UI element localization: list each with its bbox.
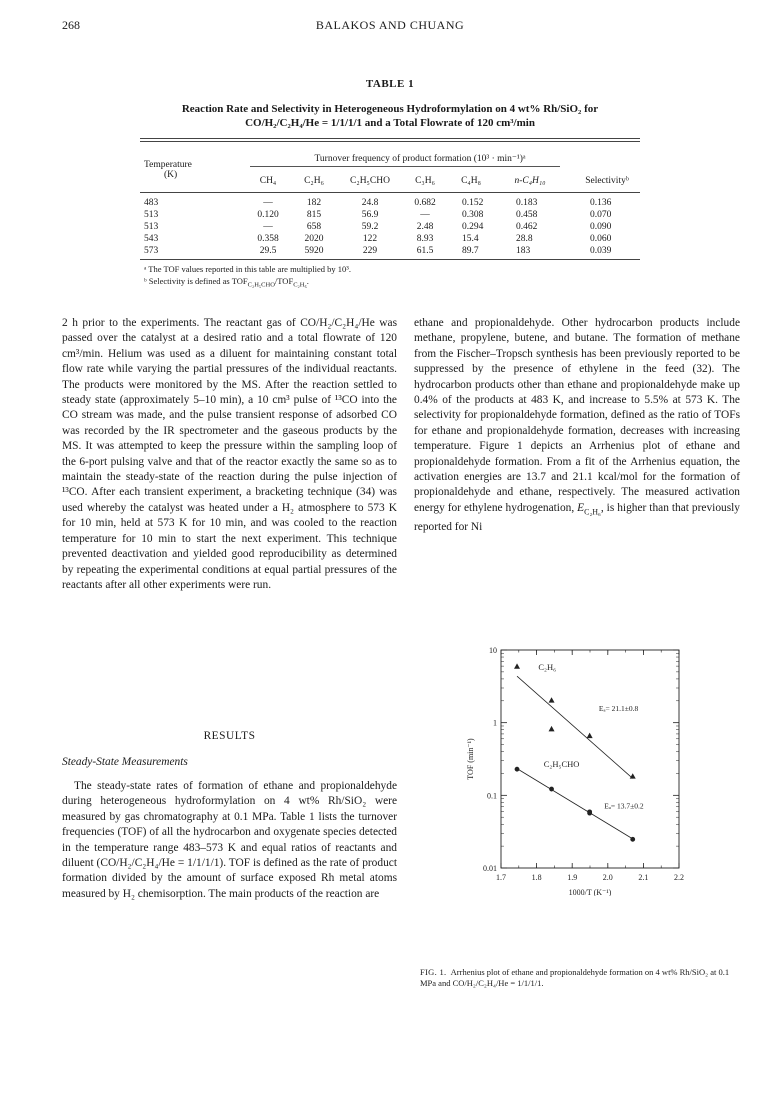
col-header-selectivity: Selectivityᵇ — [585, 176, 629, 186]
table-cell: 24.8 — [361, 198, 379, 208]
table-cell: 0.136 — [590, 198, 612, 208]
y-tick-label: 0.01 — [483, 864, 497, 873]
table-cell: 0.070 — [590, 210, 612, 220]
figure-caption — [420, 967, 740, 989]
table-cell: 29.5 — [259, 246, 277, 256]
table-cell: — — [263, 198, 273, 208]
y-tick-label: 10 — [489, 646, 497, 655]
table-cell: 28.8 — [516, 234, 533, 244]
right-paragraph-1-text: ethane and propionaldehyde. Other hydrocarbon products include methane, propylene, butene, and butane. The formation of methane from the Fischer–Tropsch synthesis has been previously reported to be suppressed by the presence of ethylene in the feed (32). The hydrocarbon products other than ethane and propionaldehyde make up 0.4% of the products at 483 K, and increase to 5.5% at 573 K. The selectivity for propionaldehyde formation, defined as the ratio of TOFs for ethane and propionaldehyde formation, decreases with increasing temperature. Figure 1 depicts an Arrhenius plot of ethane and propionaldehyde formation. From a fit of the Arrhenius equation, the activation energies are 13.7 and 21.1 kcal/mol for the formation of propionaldehyde and ethane, respectively. The measured activation energy for ethylene hydrogenation, — [414, 317, 740, 514]
table-subheader-rule — [250, 166, 560, 167]
table-cell: 0.682 — [414, 198, 436, 208]
table-cell: 0.120 — [257, 210, 279, 220]
col-header-c2h6: C₂H₆ — [304, 176, 324, 186]
col-header-c2h5cho: C₂H₅CHO — [350, 176, 390, 186]
arrhenius-chart — [460, 636, 730, 896]
table-cell: 15.4 — [462, 234, 479, 244]
table-cell: 183 — [516, 246, 531, 256]
table-col-c2h6 — [294, 197, 334, 257]
table-cell: 0.183 — [516, 198, 538, 208]
ec-subscript: C₂H₆ — [584, 507, 601, 517]
right-column — [414, 316, 740, 535]
footnote-b-mid: /TOF — [274, 276, 294, 286]
temperature-header-line1: Temperature — [144, 160, 192, 170]
figure-caption-text: Arrhenius plot of ethane and propionaldehyde formation on 4 wt% Rh/SiO₂ at 0.1 MPa and CO/H₂/C₂H₄/He = 1/1/1/1. — [420, 967, 730, 988]
table-cell: 0.358 — [257, 234, 279, 244]
table-caption — [160, 102, 620, 130]
ec-symbol: E — [577, 501, 585, 514]
data-point-circle — [630, 837, 635, 842]
data-point-triangle — [514, 663, 520, 668]
table-cell: 658 — [306, 222, 322, 232]
x-axis-label: 1000/T (K⁻¹) — [568, 888, 612, 896]
x-tick-label: 2.1 — [638, 873, 649, 882]
table-cell: 2.48 — [416, 222, 434, 232]
data-point-circle — [515, 767, 520, 772]
table-cell: 0.039 — [590, 246, 612, 256]
results-heading: RESULTS — [203, 730, 256, 742]
series-label: C₂H₅CHO — [543, 759, 580, 770]
table-cell: 543 — [144, 234, 159, 244]
table-header-rule — [140, 192, 640, 193]
x-tick-label: 1.9 — [567, 873, 578, 882]
table-cell: 513 — [144, 210, 159, 220]
data-point-triangle — [587, 733, 593, 738]
data-point-circle — [549, 787, 554, 792]
col-header-nc4h10: n-C₄H₁₀ — [514, 176, 546, 186]
data-point-triangle — [630, 773, 636, 778]
left-column — [62, 316, 397, 593]
table-footnote-a: ᵃ The TOF values reported in this table are multiplied by 10³. — [144, 264, 351, 274]
data-point-triangle — [549, 726, 555, 731]
chart-frame — [501, 650, 679, 868]
table-col-c3h6 — [400, 197, 450, 257]
table-cell: 0.462 — [516, 222, 538, 232]
page-number: 268 — [62, 18, 80, 32]
table-footnote-b — [144, 276, 309, 289]
data-point-triangle — [549, 697, 555, 702]
y-axis-label: TOF (min⁻¹) — [466, 738, 475, 780]
temperature-header — [144, 160, 224, 180]
table-cell: 56.9 — [361, 210, 379, 220]
table-cell: 0.308 — [462, 210, 484, 220]
col-header-ch4: CH₄ — [259, 176, 277, 186]
table-top-rule — [140, 138, 640, 139]
y-tick-label: 0.1 — [487, 791, 497, 801]
footnote-b-sub2: C₂H₆ — [293, 281, 307, 289]
table-cell: 0.294 — [462, 222, 484, 232]
footnote-b-end: . — [306, 276, 309, 286]
footnote-b-text: ᵇ Selectivity is defined as TOF — [144, 276, 248, 286]
table-col-temperature — [144, 197, 184, 257]
left-paragraph-1: 2 h prior to the experiments. The reactant gas of CO/H₂/C₂H₄/He was passed over the catalyst at a desired ratio and a total flowrate of 120 cm³/min. Helium was used as a diluent for maintaining constant total flow rate while varying the partial pressures of the individual reactants. The products were monitored by the MS. After the reaction settled to steady state (approximately 5–10 min), a 10 cm³ pulse of ¹³CO into the CO stream was made, and the pulse transient response of adsorbed CO was recorded by the IR spectrometer and the gaseous products by the MS. It was attempted to keep the pressure within the sampling loop of the 6-port pulsing valve and that of the reactor exactly the same so as to maintain the steady-state of the reaction during the pulse injection of ¹³CO. After each transient experiment, a bracketing technique (34) was used whereby the catalyst was heated under a H₂ atmosphere to 573 K for 10 min, held at 573 K for 10 min, and was cooled to the reaction temperature for 10 min to start the next experiment. This technique prevented deactivation and yielded good reproducibility as determined by repeating the experimental conditions at equal partial pressures of the reactants after all other experiments were run. — [62, 317, 397, 591]
table-cell: — — [263, 222, 273, 232]
footnote-b-sub1: C₂H₅CHO — [247, 281, 275, 289]
temperature-header-line2: (K) — [164, 170, 178, 180]
table-cell: 5920 — [304, 246, 324, 256]
table-caption-line2: CO/H₂/C₂H₄/He = 1/1/1/1 and a Total Flowrate of 120 cm³/min — [245, 117, 535, 129]
table-cell: 89.7 — [462, 246, 479, 256]
left-column-results — [62, 779, 397, 902]
figure-caption-label: FIG. 1. — [420, 967, 447, 977]
table-cell: 0.060 — [590, 234, 612, 244]
table-cell: 8.93 — [416, 234, 434, 244]
y-tick-label: 1 — [493, 718, 497, 728]
col-header-c3h6: C₃H₆ — [415, 176, 435, 186]
table-cell: 483 — [144, 198, 159, 208]
table-cell: 513 — [144, 222, 159, 232]
tof-spanning-header: Turnover frequency of product formation (10³ · min⁻¹)ᵃ — [314, 154, 526, 164]
table-cell: 2020 — [304, 234, 324, 244]
table-label: TABLE 1 — [365, 78, 415, 90]
activation-energy-label: Eₐ= 21.1±0.8 — [598, 703, 639, 713]
table-cell: — — [420, 210, 430, 220]
table-cell: 0.090 — [590, 222, 612, 232]
table-cell: 229 — [362, 246, 378, 256]
running-head-authors: BALAKOS AND CHUANG — [315, 18, 465, 32]
right-paragraph-1-end: , is higher than that previously reported for Ni — [414, 501, 741, 533]
table-cell: 815 — [306, 210, 322, 220]
table-col-c2h5cho — [340, 197, 400, 257]
table-col-selectivity — [590, 197, 630, 257]
table-col-ch4 — [248, 197, 288, 257]
series-label: C₂H₆ — [538, 662, 557, 673]
table-col-c4h8 — [462, 197, 502, 257]
steady-state-subheading: Steady-State Measurements — [62, 756, 188, 768]
x-tick-label: 2.2 — [674, 873, 684, 882]
table-cell: 182 — [306, 198, 322, 208]
chart-plot-area — [466, 646, 684, 896]
table-caption-line1: Reaction Rate and Selectivity in Heterogeneous Hydroformylation on 4 wt% Rh/SiO₂ for — [181, 103, 599, 115]
table-cell: 61.5 — [416, 246, 434, 256]
activation-energy-label: Eₐ= 13.7±0.2 — [604, 801, 644, 811]
table-bottom-rule — [140, 259, 640, 260]
table-cell: 0.152 — [462, 198, 484, 208]
col-header-c4h8: C₄H₈ — [461, 176, 481, 186]
table-cell: 59.2 — [361, 222, 379, 232]
left-paragraph-2: The steady-state rates of formation of ethane and propionaldehyde during heterogeneous hydroformylation on 4 wt% Rh/SiO₂ were measured by gas chromatography at 0.1 MPa. Table 1 lists the turnover frequencies (TOF) of all the hydrocarbon and oxygenate species detected in the temperature range 483–573 K and equal ratios of reactants and diluent (CO/H₂/C₂H₄/He = 1/1/1/1). TOF is defined as the rate of product formation divided by the amount of surface exposed Rh metal atoms measured by H₂ chemisorption. The main products of the reaction are — [62, 780, 397, 900]
table-cell: 122 — [362, 234, 378, 244]
table-col-nc4h10 — [516, 197, 556, 257]
table-top-rule-2 — [140, 141, 640, 142]
x-tick-label: 1.7 — [496, 873, 506, 882]
right-paragraph-1 — [414, 316, 740, 535]
data-point-circle — [587, 811, 592, 816]
table-cell: 0.458 — [516, 210, 538, 220]
x-tick-label: 2.0 — [602, 873, 613, 882]
x-tick-label: 1.8 — [531, 873, 542, 882]
table-cell: 573 — [144, 246, 159, 256]
